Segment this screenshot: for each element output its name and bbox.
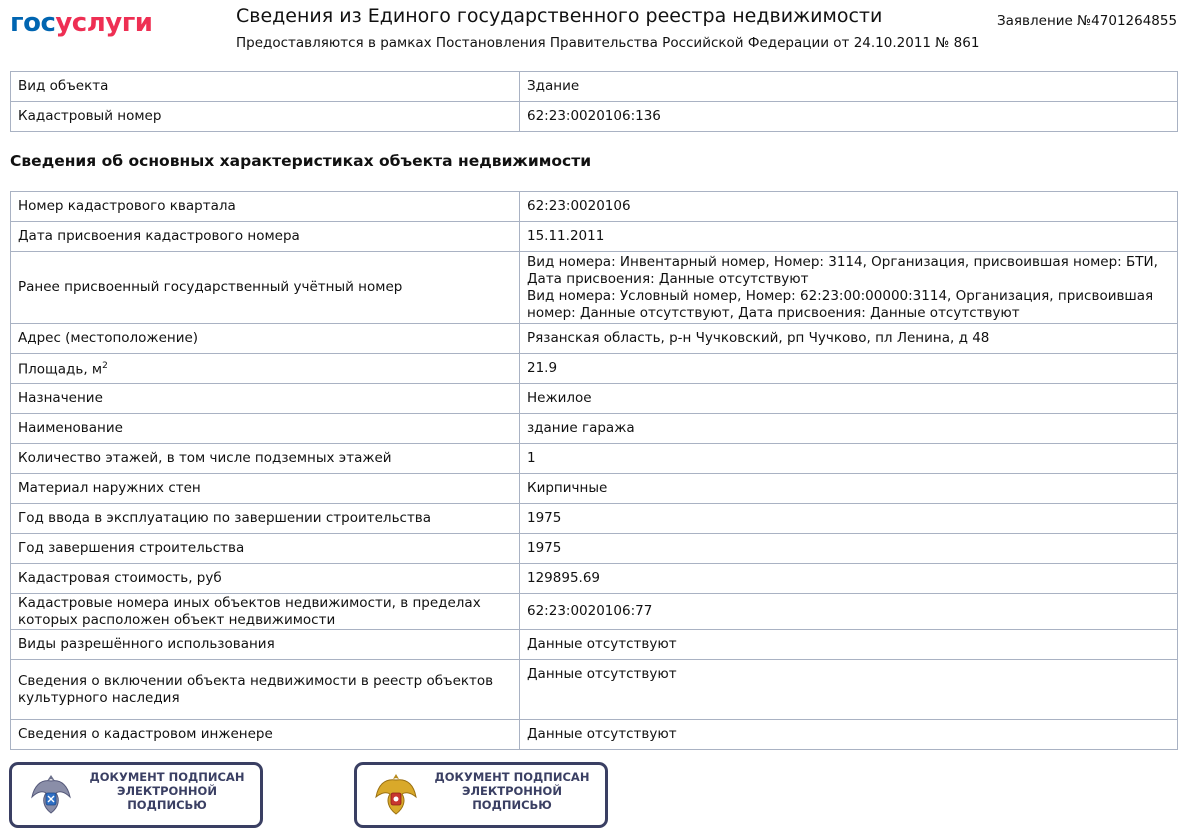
row-label: Сведения о кадастровом инженере: [11, 720, 520, 750]
logo-part-uslugi: услуги: [55, 8, 153, 38]
row-label: Кадастровая стоимость, руб: [11, 564, 520, 594]
stamp-line: ДОКУМЕНТ ПОДПИСАН: [434, 770, 590, 784]
document-subtitle: Предоставляются в рамках Постановления Правительства Российской Федерации от 24.10.2011 № 861: [236, 35, 980, 51]
row-value: 1975: [520, 504, 1178, 534]
table-row: [11, 222, 1178, 252]
table-row: [11, 564, 1178, 594]
row-label: Ранее присвоенный государственный учётный номер: [11, 252, 520, 324]
table-row: [11, 384, 1178, 414]
table-row: [11, 534, 1178, 564]
stamp-text: [423, 770, 601, 812]
table-row: [11, 72, 1178, 102]
row-value: [520, 252, 1178, 324]
label-line: культурного наследия: [18, 689, 180, 706]
label-line: Кадастровые номера иных объектов недвижимости, в пределах: [18, 594, 481, 611]
row-value: 21.9: [520, 354, 1178, 384]
row-value: 15.11.2011: [520, 222, 1178, 252]
table-row: [11, 102, 1178, 132]
application-number: Заявление №4701264855: [997, 13, 1178, 29]
row-label: Материал наружних стен: [11, 474, 520, 504]
value-line: Вид номера: Условный номер, Номер: 62:23:00:00000:3114, Организация, присвоившая: [527, 287, 1154, 304]
label-line: которых расположен объект недвижимости: [18, 611, 336, 628]
table-row: [11, 720, 1178, 750]
value-line: Дата присвоения: Данные отсутствуют: [527, 270, 809, 287]
table-row: [11, 192, 1178, 222]
row-value: Данные отсутствуют: [520, 630, 1178, 660]
value-line: Вид номера: Инвентарный номер, Номер: 3114, Организация, присвоившая номер: БТИ,: [527, 253, 1158, 270]
row-value: Кирпичные: [520, 474, 1178, 504]
row-label: [11, 594, 520, 630]
row-label: Кадастровый номер: [11, 102, 520, 132]
label-line: Сведения о включении объекта недвижимости в реестр объектов: [18, 672, 494, 689]
row-label: Вид объекта: [11, 72, 520, 102]
stamp-line: ЭЛЕКТРОННОЙ: [462, 784, 562, 798]
row-label: Адрес (местоположение): [11, 324, 520, 354]
row-label: Количество этажей, в том числе подземных этажей: [11, 444, 520, 474]
row-label: [11, 354, 520, 384]
table-row: [11, 594, 1178, 630]
row-value: здание гаража: [520, 414, 1178, 444]
row-value: 1: [520, 444, 1178, 474]
table-row: [11, 474, 1178, 504]
row-label: Виды разрешённого использования: [11, 630, 520, 660]
gosuslugi-logo: [10, 6, 153, 40]
table-row: [11, 354, 1178, 384]
stamp-line: ЭЛЕКТРОННОЙ: [117, 784, 217, 798]
object-summary-table: [10, 71, 1178, 132]
row-label: [11, 660, 520, 720]
row-value: 62:23:0020106:77: [520, 594, 1178, 630]
stamp-text: [78, 770, 256, 812]
row-label: Наименование: [11, 414, 520, 444]
table-row: [11, 252, 1178, 324]
coat-of-arms-icon: [371, 769, 421, 819]
table-row: [11, 504, 1178, 534]
row-value: Данные отсутствуют: [520, 660, 1178, 720]
digital-signature-stamp: [9, 762, 263, 828]
rosreestr-emblem-icon: [26, 769, 76, 819]
row-label: Дата присвоения кадастрового номера: [11, 222, 520, 252]
row-value: 129895.69: [520, 564, 1178, 594]
stamp-line: ДОКУМЕНТ ПОДПИСАН: [89, 770, 245, 784]
row-value: 62:23:0020106:136: [520, 102, 1178, 132]
stamp-line: ПОДПИСЬЮ: [127, 798, 207, 812]
row-value: 62:23:0020106: [520, 192, 1178, 222]
row-label: Год ввода в эксплуатацию по завершении строительства: [11, 504, 520, 534]
table-row: [11, 630, 1178, 660]
row-label: Назначение: [11, 384, 520, 414]
table-row: [11, 444, 1178, 474]
document-title: Сведения из Единого государственного реестра недвижимости: [236, 5, 883, 27]
row-value: Данные отсутствуют: [520, 720, 1178, 750]
stamp-line: ПОДПИСЬЮ: [472, 798, 552, 812]
value-line: номер: Данные отсутствуют, Дата присвоения: Данные отсутствуют: [527, 304, 1020, 321]
row-value: Нежилое: [520, 384, 1178, 414]
logo-part-gos: гос: [10, 8, 56, 38]
table-row: [11, 660, 1178, 720]
area-label-text: Площадь, м: [18, 361, 103, 378]
row-label: Номер кадастрового квартала: [11, 192, 520, 222]
row-value: Рязанская область, р-н Чучковский, рп Чучково, пл Ленина, д 48: [520, 324, 1178, 354]
section-title: Сведения об основных характеристиках объекта недвижимости: [10, 152, 592, 170]
row-value: 1975: [520, 534, 1178, 564]
table-row: [11, 414, 1178, 444]
area-unit-superscript: 2: [102, 361, 108, 372]
characteristics-table: [10, 191, 1178, 750]
digital-signature-stamp: [354, 762, 608, 828]
table-row: [11, 324, 1178, 354]
row-label: Год завершения строительства: [11, 534, 520, 564]
row-value: Здание: [520, 72, 1178, 102]
